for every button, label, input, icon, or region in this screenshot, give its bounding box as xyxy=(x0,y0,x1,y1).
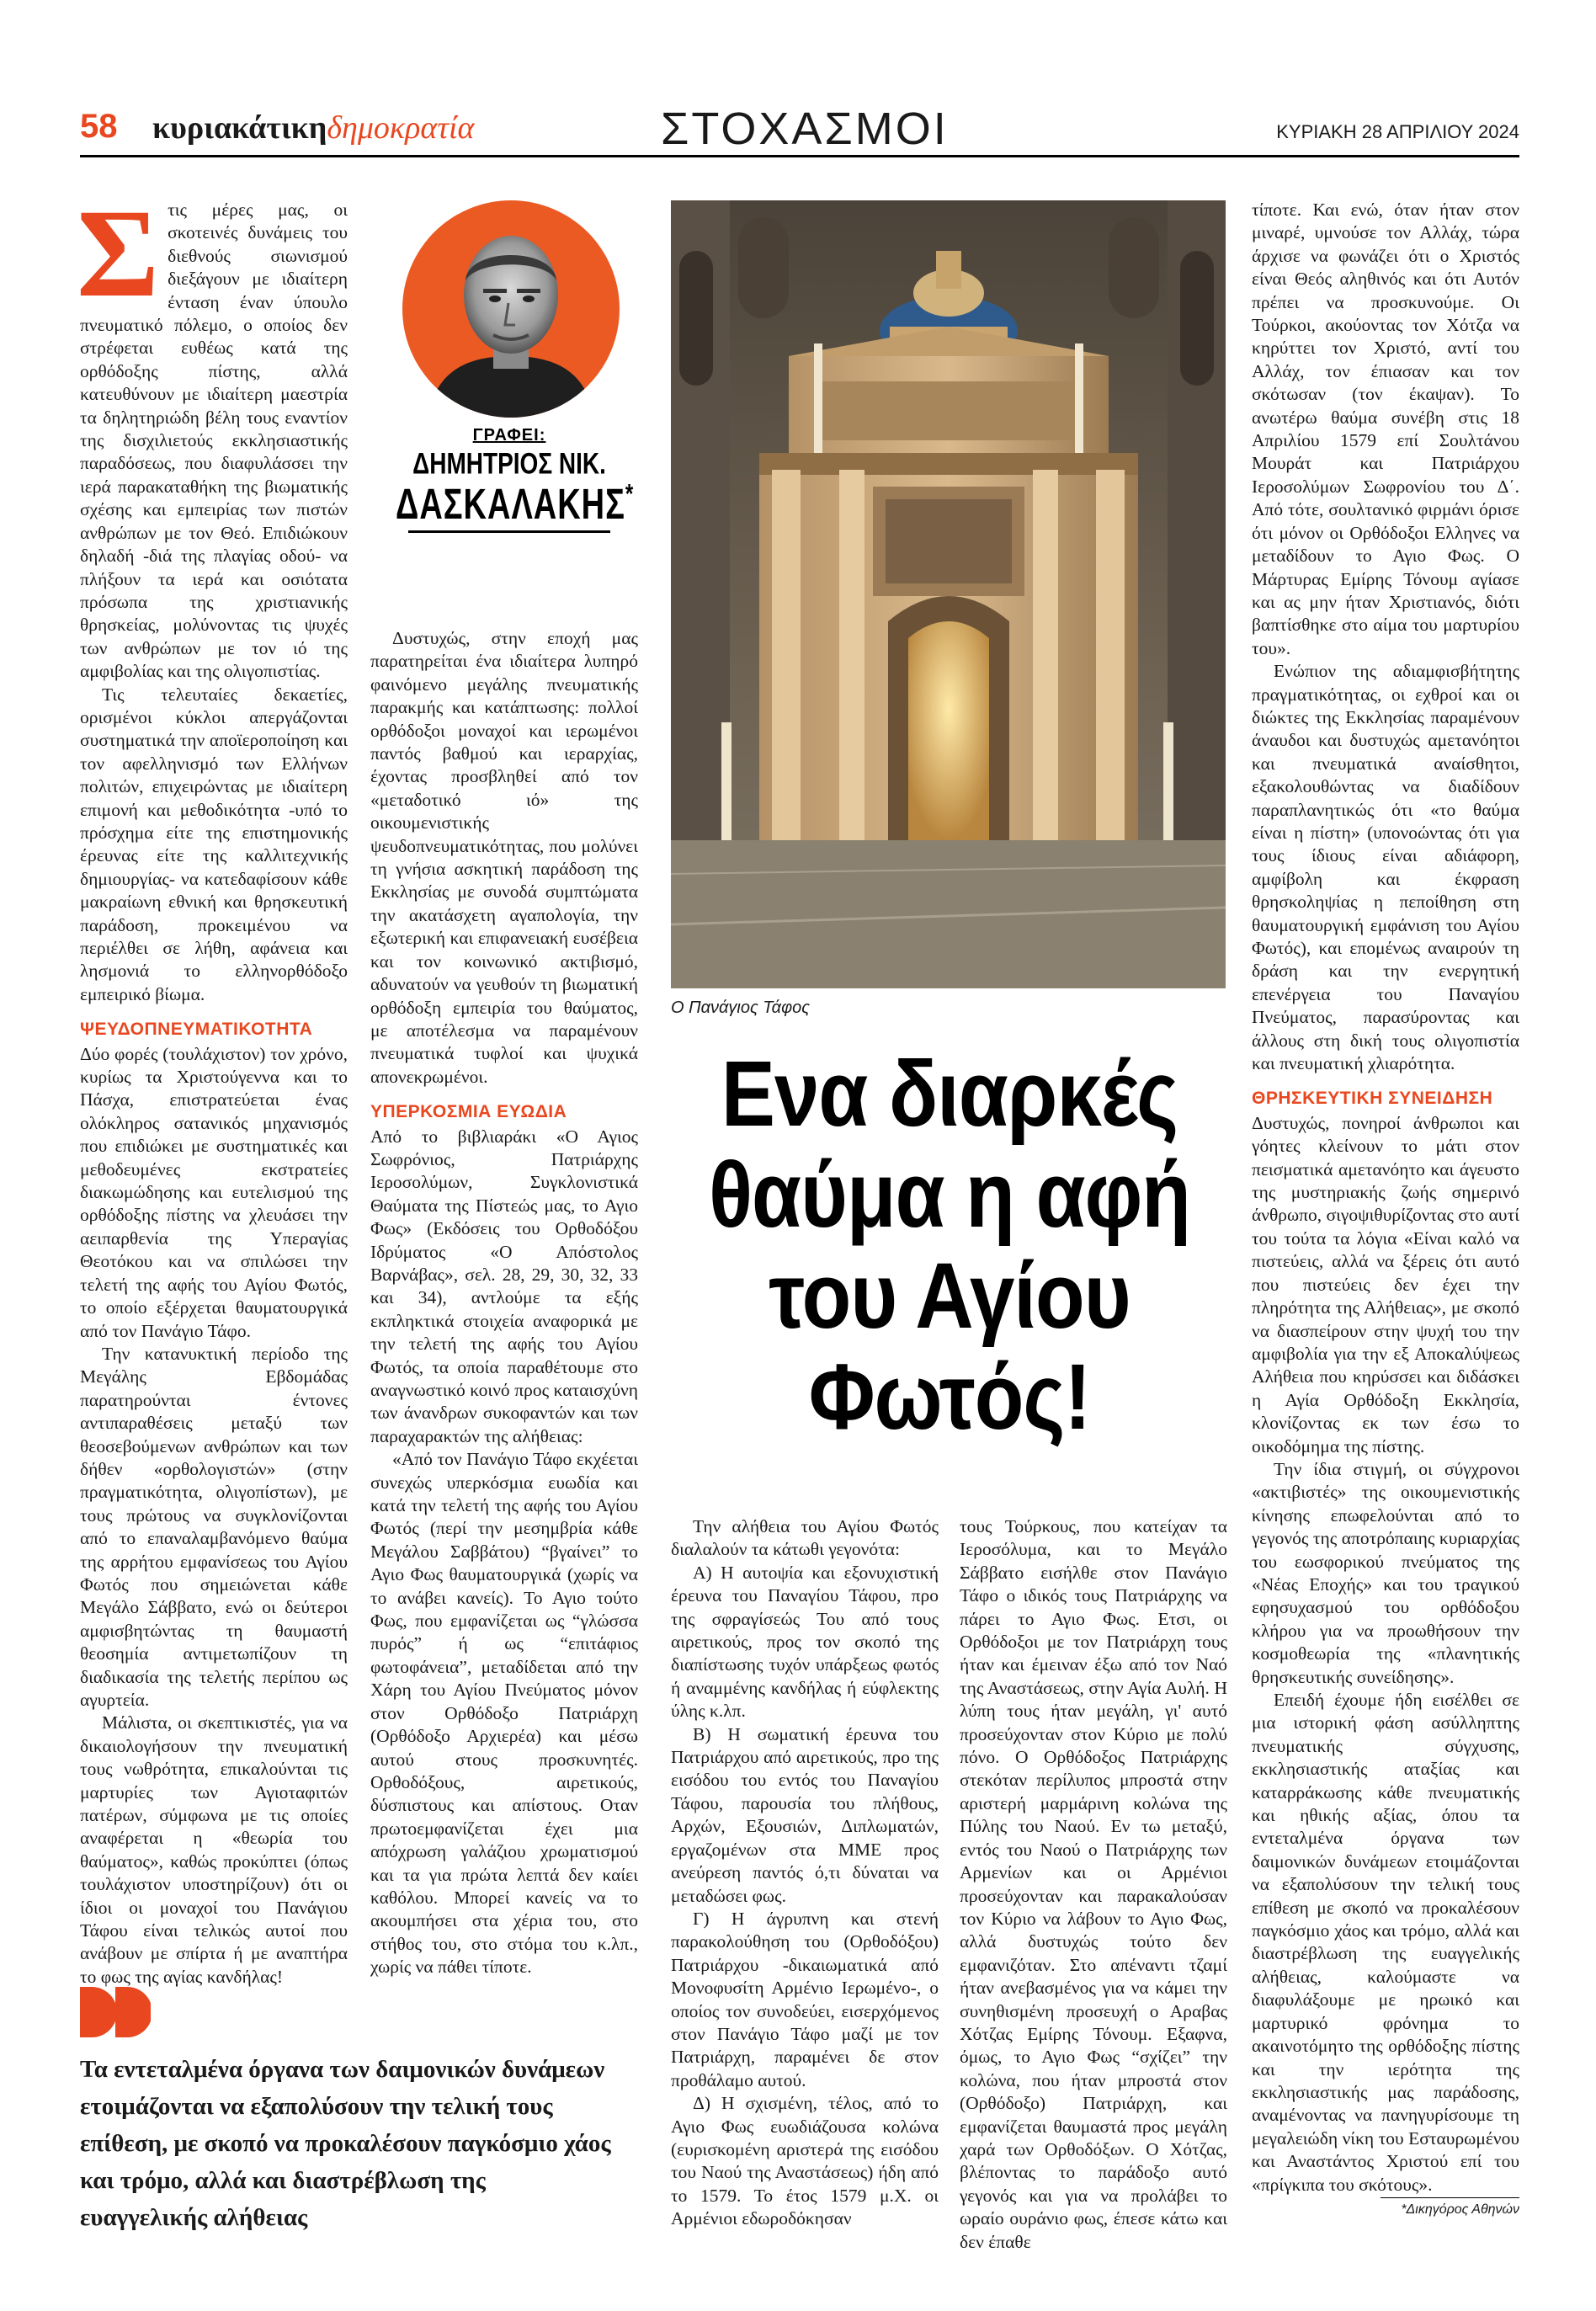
col1-paragraph-4: Την κατανυκτική περίοδο της Μεγάλης Εβδομάδας παρατηρούνται έντονες αντιπαραθέσεις μεταξύ των θεοσεβούμενων ανθρώπων και των δήθεν «ορθολογιστών» (στην πραγματικότητα, ολιγοπίστων), με τους πρώτους να συγκλονίζονται από το επαναλαμβανόμενο θαύμα της αρρήτου εμφανίσεως του Αγίου Φωτός που σημειώνεται κάθε Μεγάλο Σάββατο, ενώ οι δεύτεροι αμφισβητώντας τη θαυμαστή θεοσημία αντιμετωπίζουν τη διαδικασία της τελετής περίπου ως αγυρτεία. xyxy=(80,1343,348,1710)
article-column-3 xyxy=(671,1515,939,2231)
headline-line-2: θαύμα η αφή xyxy=(709,1142,1190,1247)
author-surname: ΔΑΣΚΑΛΑΚΗΣ xyxy=(396,481,625,530)
author-asterisk: * xyxy=(625,479,635,510)
col4-paragraph-1: τους Τούρκους, που κατείχαν τα Ιεροσόλυμα, και το Μεγάλο Σάββατο εισήλθε στον Πανάγιο Τάφο ο ιδικός τους Πατριάρχης να πάρει το Αγιο Φως. Ετσι, οι Ορθόδοξοι με τον Πατριάρχη τους ήταν και έμειναν έξω από τον Ναό της Αναστάσεως, στην Αγία Αυλή. Η λύπη τους ήταν μεγάλη, γι' αυτό προσεύχονταν στον Κύριο με πολύ πόνο. Ο Ορθόδοξος Πατριάρχης στεκόταν περίλυπος μπροστά στην αριστερή μαρμάρινη κολώνα της Πύλης του Ναού. Εν τω μεταξύ, εντός του Ναού ο Πατριάρχης των Αρμενίων και οι Αρμένιοι προσεύχονταν και παρακαλούσαν τον Κύριο να λάβουν το Αγιο Φως, αλλά δυστυχώς τούτο δεν εμφανιζόταν. Στο απέναντι τζαμί ήταν ανεβασμένος για να κάμει την συνηθισμένη προσευχή ο Αραβας Χότζας Εμίρης Τόνουμ. Εξαφνα, όμως, το Αγιο Φως “σχίζει” την κολώνα, που ήταν μπροστά στον (Ορθόδοξο) Πατριάρχη, και εμφανίζεται θαυμαστά προς μεγάλη χαρά των Ορθοδόξων. Ο Χότζας, βλέποντας το παράδοξο αυτό γεγονός και για να προλάβει το ωραίο ουράνιο φως, έπεσε κάτω και δεν έπαθε xyxy=(960,1516,1227,2252)
col2-paragraph-3: «Από τον Πανάγιο Τάφο εκχέεται συνεχώς υπερκόσμια ευωδία και κατά την τελετή της αφής του Αγίου Φωτός (περί την μεσημβρία κάθε Μεγάλου Σαββάτου) “βγαίνει” το Αγιο Φως θαυματουργικά (χωρίς να το ανάβει κανείς). Το Αγιο τούτο Φως, που εμφανίζεται ως “γλώσσα πυρός” ή ως “επιτάφιος φωτοφάνεια”, μεταδίδεται από την Χάρη του Αγίου Πνεύματος μόνον στον Ορθόδοξο Πατριάρχη (Ορθόδοξο Αρχιερέα) και μέσω αυτού στους προσκυνητές. Ορθοδόξους, αιρετικούς, δύσπιστους και απίστους. Οταν πρωτοεμφανίζεται έχει μια απόχρωση γαλάζιου χρωματισμού και τα για πρώτα λεπτά δεν καίει καθόλου. Μπορεί κανείς να το ακουμπήσει στα χέρια του, στο στήθος του, στο στόμα του κ.λπ., χωρίς να πάθει τίποτε. xyxy=(370,1449,638,1978)
col2-paragraph-2: Από το βιβλιαράκι «Ο Αγιος Σωφρόνιος, Πατριάρχης Ιεροσολύμων, Συγκλονιστικά Θαύματα της Πίστεώς μας, το Αγιο Φως» (Εκδόσεις του Ορθοδόξου Ιδρύματος «Ο Απόστολος Βαρνάβας», σελ. 28, 29, 30, 32, 33 και 34), αντλούμε τα εξής εκπληκτικά στοιχεία αναφορικά με την τελετή της αφής του Αγίου Φωτός, τα οποία παραθέτουμε στο αναγνωστικό κοινό προς καταισχύνη των άνανδρων συκοφαντών και των παραχαρακτών της αλήθειας: xyxy=(370,1126,638,1446)
byline-underline xyxy=(408,530,610,533)
header-rule xyxy=(80,155,1519,157)
col1-paragraph-3: Δύο φορές (τουλάχιστον) τον χρόνο, κυρίως τα Χριστούγεννα και το Πάσχα, επιστρατεύεται ένας ολόκληρος σατανικός μηχανισμός που επιδιώκει με συστηματικές και μεθοδευμένες εκστρατείες διακωμώδησης και ευτελισμού της ορθόδοξης πίστης να χλευάσει την αειπαρθενία της Υπεραγίας Θεοτόκου και να σπιλώσει την τελετή της αφής του Αγίου Φωτός, το οποίο εξέρχεται θαυματουργικά από τον Πανάγιο Τάφο. xyxy=(80,1043,348,1341)
drop-cap: Σ xyxy=(77,184,160,323)
brand-name xyxy=(152,109,474,146)
author-name-2 xyxy=(396,479,635,530)
col3-paragraph-3: Β) Η σωματική έρευνα του Πατριάρχου από αιρετικούς, προ της εισόδου του εντός του Παναγίου Τάφου, παρουσία του πλήθους, Αρχών, Εξουσιών, Διπλωματών, εργαζομένων στα ΜΜΕ προς ανεύρεση παντός ό,τι δύναται να μεταδώσει φως. xyxy=(671,1723,939,1906)
author-photo xyxy=(402,200,620,418)
page-header xyxy=(80,103,1519,153)
article-column-1 xyxy=(77,184,348,1989)
brand-part-2: δημοκρατία xyxy=(327,110,475,146)
holy-sepulchre-image xyxy=(671,200,1226,988)
headline-line-4: Φωτός! xyxy=(808,1345,1091,1449)
author-portrait xyxy=(402,200,620,418)
col3-paragraph-4: Γ) Η άγρυπνη και στενή παρακολούθηση του (Ορθοδόξου) Πατριάρχου -δικαιωματικά από Μονοφυσίτη Αρμένιο Ιερωμένο-, ο οποίος τον συνοδεύει, εισερχόμενος στον Πανάγιο Τάφο μαζί με τον Πατριάρχη, παραμένει δε στον προθάλαμο αυτού. xyxy=(671,1908,939,2090)
col5-paragraph-2: Ενώπιον της αδιαμφισβήτητης πραγματικότητας, οι εχθροί και οι διώκτες της Εκκλησίας παραμένουν άναυδοι και δυστυχώς αμετανόητοι και πνευματικά αναίσθητοι, εξακολουθώντας να διαδίδουν παραπλανητικώς ότι «το θαύμα είναι η πίστη» (υπονοώντας ότι για τους ίδιους είναι αδιάφορη, αμφίβολη και έκφραση θρησκοληψίας η πεποίθηση στη θαυματουργική εμφάνιση του Αγίου Φωτός), και επομένως αναιρούν τη δράση και την ενεργητική επενέργεια του Παναγίου Πνεύματος, παρασύροντας και άλλους στη δική τους ολιγοπιστία και πνευματική χλιαρότητα. xyxy=(1252,661,1519,1074)
photo-caption: Ο Πανάγιος Τάφος xyxy=(671,998,810,1017)
issue-date: ΚΥΡΙΑΚΗ 28 ΑΠΡΙΛΙΟΥ 2024 xyxy=(1276,121,1519,142)
col3-paragraph-1: Την αλήθεια του Αγίου Φωτός διαλαλούν τα κάτωθι γεγονότα: xyxy=(671,1516,939,1560)
headline-line-3: του Αγίου xyxy=(769,1243,1130,1348)
col5-paragraph-1: τίποτε. Και ενώ, όταν ήταν στον μιναρέ, υμνούσε τον Αλλάχ, τώρα άρχισε να φωνάζει ότι ο Χριστός είναι Θεός αληθινός και ότι Αυτόν πρέπει να προσκυνούμε. Οι Τούρκοι, ακούοντας τον Χότζα να κηρύττει τον Χριστό, αντί του Αλλάχ, τον έπιασαν και τον σκότωσαν (τον έκαψαν). Το ανωτέρω θαύμα συνέβη στις 18 Απριλίου 1579 επί Σουλτάνου Μουράτ και Πατριάρχου Ιεροσολύμων Σωφρονίου του Δ΄. Από τότε, σουλτανικό φιρμάνι όρισε ότι μόνον οι Ορθόδοξοι Ελληνες να μεταδίδουν το Αγιο Φως. Ο Μάρτυρας Εμίρης Τόνουμ αγίασε και ας μην ήταν Χριστιανός, διότι βαπτίσθηκε στο αίμα του μαρτυρίου του». xyxy=(1252,200,1519,658)
brand-part-1: κυριακάτικη xyxy=(152,110,327,146)
col2-paragraph-1: Δυστυχώς, στην εποχή μας παρατηρείται ένα ιδιαίτερα λυπηρό φαινόμενο μεγάλης πνευματικής παρακμής και κατάπτωσης: πολλοί ορθόδοξοι μοναχοί και ιερωμένοι παντός βαθμού και ιεραρχίας, έχοντας προσβληθεί από τον «μεταδοτικό ιό» της οικουμενιστικής ψευδοπνευματικότητας, που μολύνει τη γνήσια ασκητική παράδοση της Εκκλησίας με συνοδά συμπτώματα την ακατάσχετη αγαπολογία, την εξωτερική και επιφανειακή ευσέβεια και τον κοινωνικό ακτιβισμό, αδυνατούν να γευθούν τη βιωματική ορθόδοξη εμπειρία του θαύματος, με αποτέλεσμα να παραμένουν πνευματικά τυφλοί και ψυχικά απονεκρωμένοι. xyxy=(370,628,638,1087)
headline xyxy=(673,1041,1226,1449)
main-photo xyxy=(671,200,1226,988)
author-footnote: *Δικηγόρος Αθηνών xyxy=(1401,2202,1519,2217)
subheading-supernatural-fragrance: ΥΠΕΡΚΟΣΜΙΑ ΕΥΩΔΙΑ xyxy=(370,1102,567,1122)
article-column-5 xyxy=(1252,199,1519,2197)
col5-paragraph-4: Την ίδια στιγμή, οι σύγχρονοι «ακτιβιστές» της οικουμενιστικής κίνησης επωφελούνται από το γεγονός της αποτρόπαιης κυριαρχίας του εωσφορικού πνεύματος της «Νέας Εποχής» και του τραγικού εφησυχασμού του ορθόδοξου κλήρου για να προωθήσουν την κοσμοθεωρία της «πλανητικής θρησκευτικής συνείδησης». xyxy=(1252,1458,1519,1687)
col3-paragraph-2: Α) Η αυτοψία και εξονυχιστική έρευνα του Παναγίου Τάφου, προ της σφραγίσεώς Του από τους αιρετικούς, προς τον σκοπό της διαπίστωσης τυχόν υπάρξεως φωτός ή αναμμένης κανδήλας ή εύφλεκτης ύλης κ.λπ. xyxy=(671,1562,939,1722)
article-column-2 xyxy=(370,627,638,1979)
author-byline xyxy=(396,426,635,533)
col5-paragraph-5: Επειδή έχουμε ήδη εισέλθει σε μια ιστορική φάση ασύλληπτης πνευματικής σύγχυσης, εκκλησιαστικής αταξίας και καταρράκωσης κάθε πνευματικής και ηθικής αξίας, όπου τα εντεταλμένα όργανα των δαιμονικών δυνάμεων ετοιμάζονται να εξαπολύσουν την τελική τους επίθεση με σκοπό να προκαλέσουν παγκόσμιο χάος και τρόμο, αλλά και διαστρέβλωση της ευαγγελικής αλήθειας, καλούμαστε να διαφυλάξουμε με ηρωικό και μαρτυρικό φρόνημα το ακαινοτόμητο της ορθόδοξης πίστης και την ιερότητα της εκκλησιαστικής μας παράδοσης, αναμένοντας να πανηγυρίσουμε τη μεγαλειώδη νίκη του Εσταυρωμένου και Αναστάντος Χριστού επί του «πρίγκιπα του σκότους». xyxy=(1252,1690,1519,2195)
col3-paragraph-5: Δ) Η σχισμένη, τέλος, από το Αγιο Φως ευωδιάζουσα κολώνα (ευρισκομένη αριστερά της εισόδου του Ναού της Αναστάσεως) ήδη από το 1579. Το έτος 1579 μ.Χ. οι Αρμένιοι εδωροδόκησαν xyxy=(671,2093,939,2229)
col5-paragraph-3: Δυστυχώς, πονηροί άνθρωποι και γόητες κλείνουν το μάτι στον πεισματικά αμετανόητο και άγευστο της μυστηριακής ζωής σημερινό άνθρωπο, σιγοψιθυρίζοντας στο αυτί του τούτα τα λόγια «Είναι καλό να πιστεύεις, αλλά να ξέρεις ότι αυτό που πιστεύεις δεν έχει την πληρότητα της Αλήθειας», με σκοπό να διασπείρουν στην ψυχή του την αμφιβολία για την εξ Αποκαλύψεως Αλήθεια που κηρύσσει και διδάσκει η Αγία Ορθόδοξη Εκκλησία, κλονίζοντας εκ των έσω το οικοδόμημα της πίστης. xyxy=(1252,1112,1519,1456)
article-column-4 xyxy=(960,1515,1227,2254)
col1-paragraph-2: Τις τελευταίες δεκαετίες, ορισμένοι κύκλοι απεργάζονται συστηματικά την αποϊεροποίηση και τον αφελληνισμό των Ελλήνων πολιτών, επιχειρώντας με ιδιαίτερη επιμονή και μεθοδικότητα -υπό το πρόσχημα είτε της επιστημονικής έρευνας είτε της καλλιτεχνικής δημιουργίας- να κατεδαφίσουν κάθε μακραίωνη εθνική και θρησκευτική παράδοση, προκειμένου να περιέλθει σε λήθη, αφάνεια και λησμονιά το ελληνορθόδοξο εμπειρικό βίωμα. xyxy=(80,684,348,1004)
pull-quote: Τα εντεταλμένα όργανα των δαιμονικών δυνάμεων ετοιμάζονται να εξαπολύσουν την τελική τους επίθεση, με σκοπό να προκαλέσουν παγκόσμιο χάος και τρόμο, αλλά και διαστρέβλωση της ευαγγελικής αλήθειας xyxy=(80,2056,611,2231)
subheading-religious-conscience: ΘΡΗΣΚΕΥΤΙΚΗ ΣΥΝΕΙΔΗΣΗ xyxy=(1252,1089,1493,1109)
col1-paragraph-1: τις μέρες μας, οι σκοτεινές δυνάμεις του διεθνούς σιωνισμού διεξάγουν με ιδιαίτερη ένταση έναν ύπουλο πνευματικό πόλεμο, ο οποίος δεν στρέφεται ευθέως κατά της ορθόδοξης πίστης, αλλά κατευθύνουν με ιδιαίτερη μαεστρία τα δηλητηριώδη βέλη τους εναντίον της δισχιλιετούς εκκλησιαστικής παραδόσεως, που διαφυλάσσει την ιερά παρακαταθήκη της βιωματικής σχέσης και εμπειρίας των πιστών ανθρώπων με τον Θεό. Επιδιώκουν δηλαδή -διά της πλαγίας οδού- να πλήξουν τα ιερά και οσιότατα πρόσωπα της χριστιανικής θρησκείας, μολύνοντας τις ψυχές των ανθρώπων με τον ιό της αμφιβολίας και της ολιγοπιστίας. xyxy=(80,200,348,682)
author-name-1: ΔΗΜΗΤΡΙΟΣ ΝΙΚ. xyxy=(412,447,606,480)
quote-mark-icon xyxy=(80,1987,151,2037)
footnote-rule xyxy=(1381,2197,1519,2198)
section-title: ΣΤΟΧΑΣΜΟΙ xyxy=(661,104,949,154)
page-number: 58 xyxy=(80,108,118,145)
headline-line-1: Ενα διαρκές xyxy=(721,1041,1178,1146)
subheading-pseudospirituality: ΨΕΥΔΟΠΝΕΥΜΑΤΙΚΟΤΗΤΑ xyxy=(80,1020,313,1040)
byline-label: ΓΡΑΦΕΙ: xyxy=(472,426,546,445)
col1-paragraph-5: Μάλιστα, οι σκεπτικιστές, για να δικαιολογήσουν την πνευματική τους νωθρότητα, επικαλούνται τις μαρτυρίες των Αγιοταφιτών πατέρων, σύμφωνα με τις οποίες αναφέρεται η «θεωρία του θαύματος», καθώς προκύπτει (όπως τουλάχιστον υποστηρίζουν) ότι οι ίδιοι οι μοναχοί του Πανάγιου Τάφου είναι τελικώς αυτοί που ανάβουν με σπίρτα ή με αναπτήρα το φως της αγίας κανδήλας! xyxy=(80,1712,348,1987)
